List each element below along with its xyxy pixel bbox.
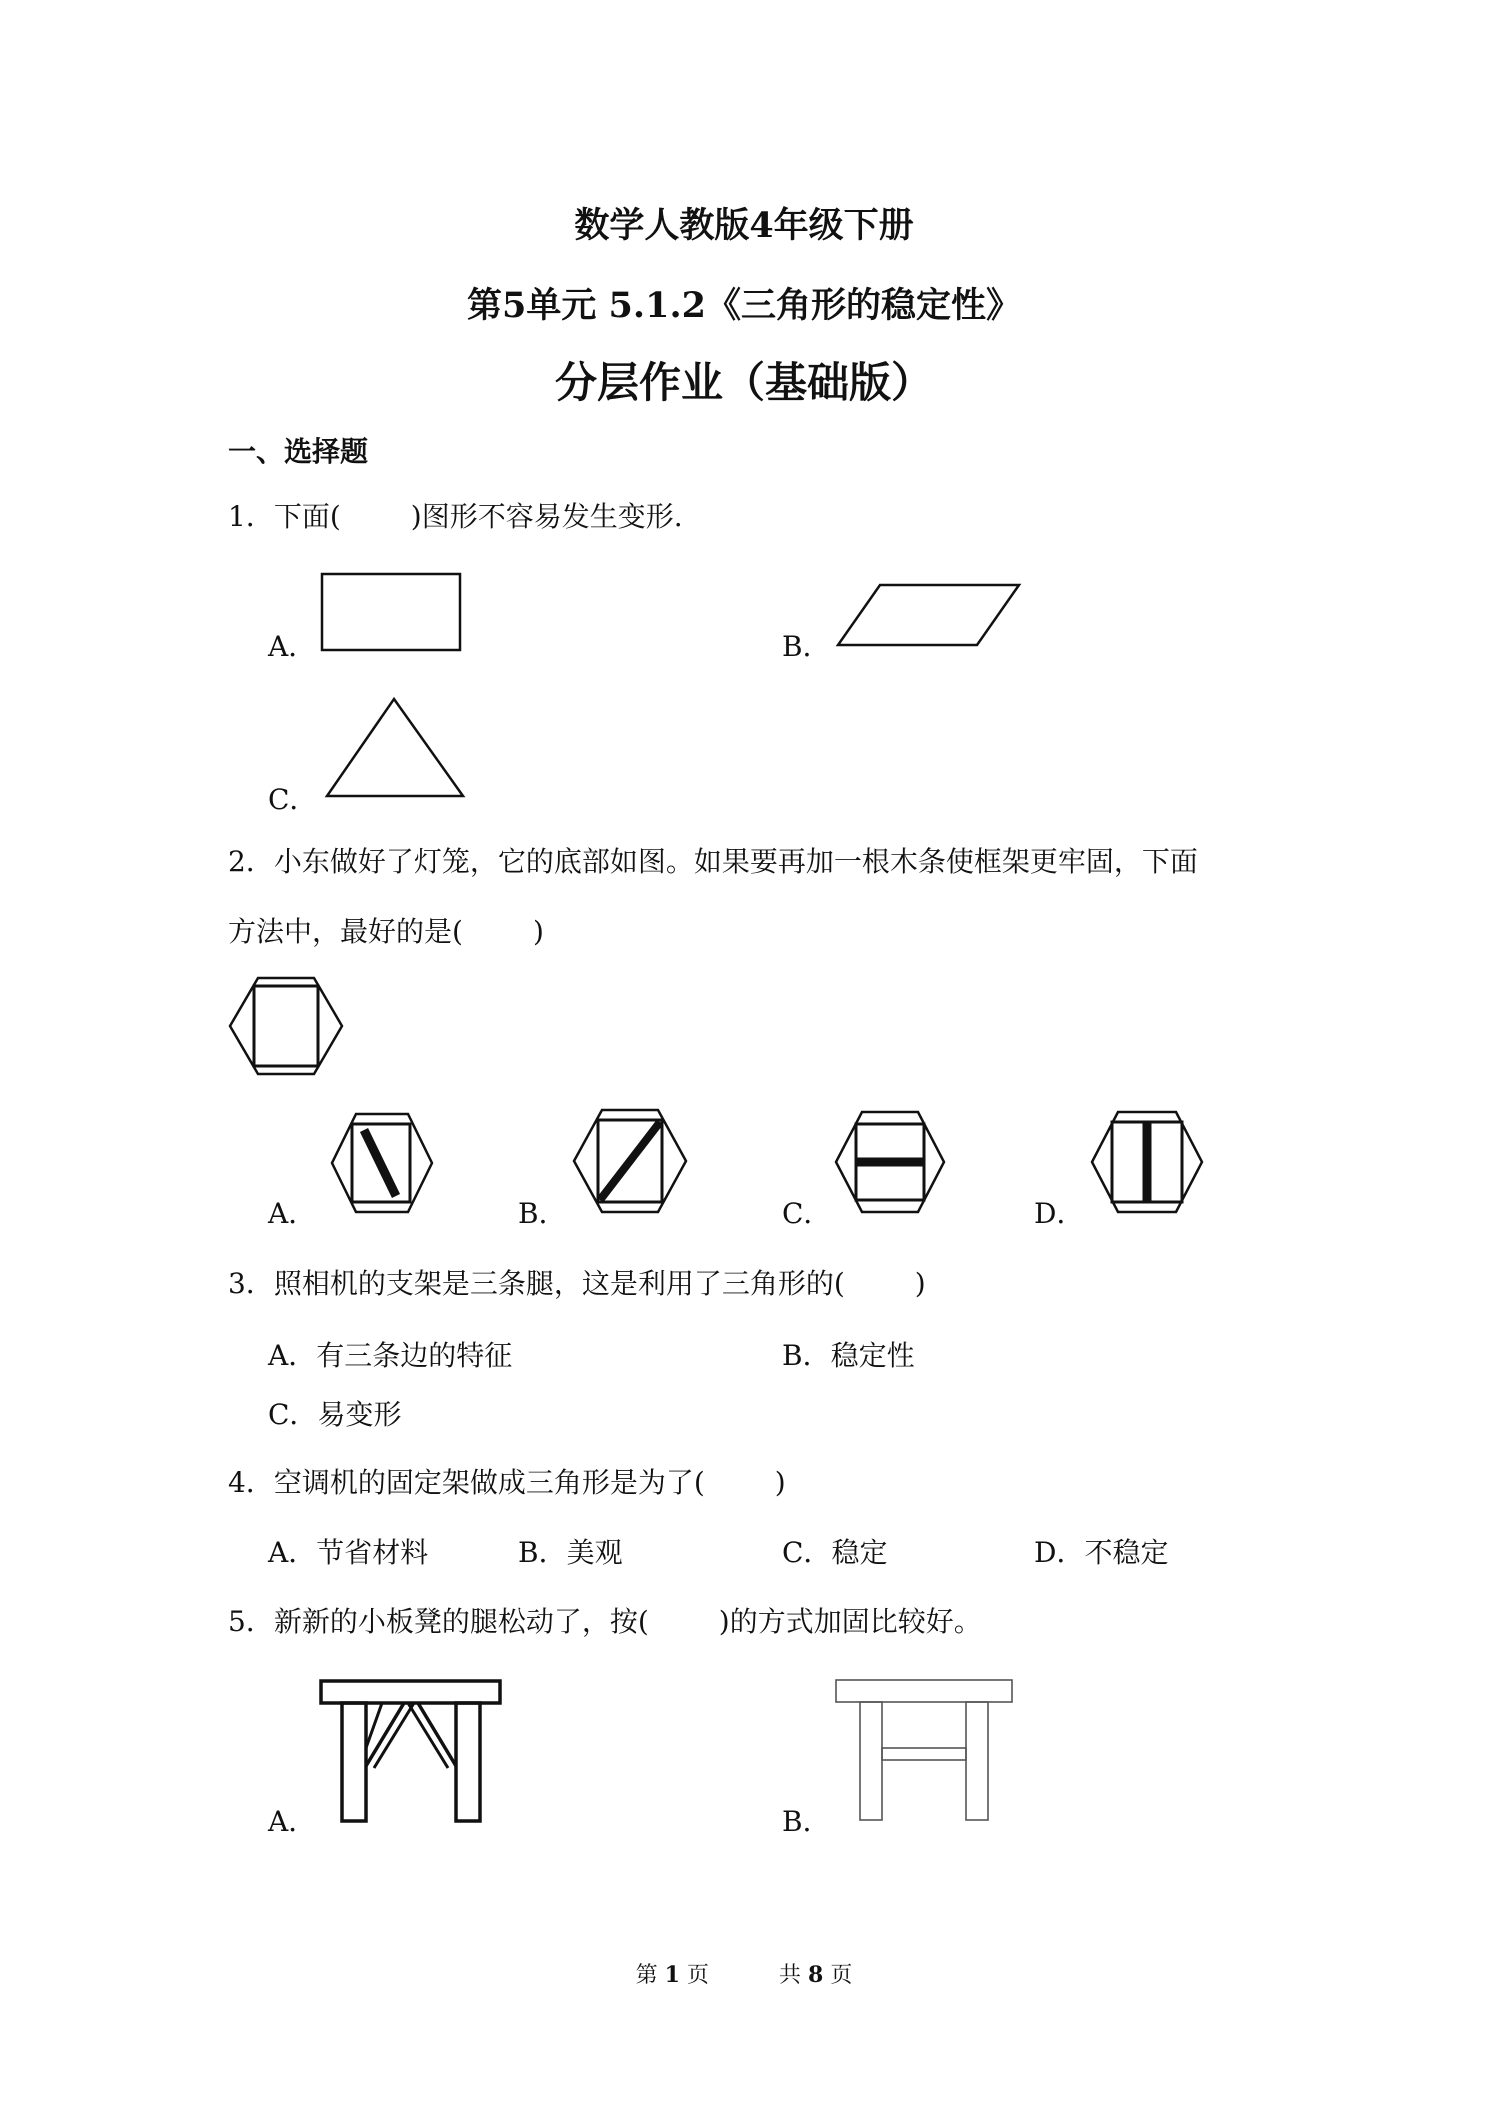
question-text: 下面( bbox=[273, 500, 341, 533]
option-text: 不稳定 bbox=[1084, 1536, 1169, 1569]
question-text: ) bbox=[774, 1466, 786, 1499]
option-text: 美观 bbox=[566, 1536, 623, 1569]
option-text: 易变形 bbox=[317, 1398, 402, 1431]
q4-option-d bbox=[1034, 1531, 1168, 1571]
question-text: )图形不容易发生变形. bbox=[410, 500, 683, 533]
title-unit: 第5单元 5.1.2《三角形的稳定性》 bbox=[467, 285, 1021, 326]
lantern-brace-b-icon bbox=[572, 1108, 688, 1214]
question-number: 1． bbox=[228, 500, 274, 533]
lantern-brace-d-icon bbox=[1090, 1110, 1204, 1214]
q2-option-d-label: D． bbox=[1034, 1197, 1085, 1230]
option-label: B． bbox=[782, 1339, 831, 1372]
question-number: 4． bbox=[228, 1466, 274, 1499]
option-text: 稳定 bbox=[831, 1536, 888, 1569]
option-label: C． bbox=[782, 1536, 832, 1569]
question-2-line2 bbox=[228, 910, 544, 950]
q1-option-c-label: C． bbox=[268, 783, 318, 816]
q2-option-c-label: C． bbox=[782, 1197, 832, 1230]
question-text: 新新的小板凳的腿松动了，按( bbox=[273, 1605, 649, 1638]
option-label: A． bbox=[268, 1536, 317, 1569]
question-2 bbox=[228, 840, 1198, 880]
q1-option-b-label: B． bbox=[782, 630, 831, 663]
option-label: A． bbox=[268, 1339, 317, 1372]
q5-option-a-label: A． bbox=[268, 1805, 317, 1838]
stool-triangle-brace-icon bbox=[318, 1678, 504, 1826]
question-text: ) bbox=[914, 1267, 926, 1300]
question-text: ) bbox=[532, 915, 544, 948]
question-number: 5． bbox=[228, 1605, 274, 1638]
question-1 bbox=[228, 495, 683, 535]
q4-option-a bbox=[268, 1531, 428, 1571]
option-text: 稳定性 bbox=[830, 1339, 915, 1372]
question-text: 方法中，最好的是( bbox=[228, 915, 463, 948]
stool-horizontal-brace-icon bbox=[834, 1678, 1016, 1826]
q3-option-c bbox=[268, 1393, 401, 1433]
q3-option-a bbox=[268, 1334, 512, 1374]
option-text: 节省材料 bbox=[316, 1536, 429, 1569]
q2-option-a-label: A． bbox=[268, 1197, 317, 1230]
footer-page-prefix: 第 bbox=[635, 1963, 658, 1988]
title-grade: 数学人教版4年级下册 bbox=[574, 205, 914, 246]
question-text: 照相机的支架是三条腿，这是利用了三角形的( bbox=[273, 1267, 845, 1300]
question-number: 3． bbox=[228, 1267, 274, 1300]
option-label: B． bbox=[518, 1536, 567, 1569]
option-text: 有三条边的特征 bbox=[316, 1339, 513, 1372]
question-text: )的方式加固比较好。 bbox=[718, 1605, 982, 1638]
option-label: C． bbox=[268, 1398, 318, 1431]
section-heading: 一、选择题 bbox=[228, 435, 369, 468]
q5-option-b-label: B． bbox=[782, 1805, 831, 1838]
footer-total-number: 8 bbox=[808, 1962, 824, 1988]
lantern-brace-c-icon bbox=[834, 1110, 946, 1214]
lantern-brace-a-icon bbox=[330, 1112, 434, 1214]
footer-total-prefix: 共 bbox=[779, 1963, 802, 1988]
question-4 bbox=[228, 1461, 786, 1501]
question-3 bbox=[228, 1262, 926, 1302]
footer-total-suffix: 页 bbox=[830, 1963, 853, 1988]
footer-page-suffix: 页 bbox=[686, 1963, 709, 1988]
question-text: 小东做好了灯笼，它的底部如图。如果要再加一根木条使框架更牢固，下面 bbox=[273, 845, 1198, 878]
question-text: 空调机的固定架做成三角形是为了( bbox=[273, 1466, 705, 1499]
title-worksheet: 分层作业（基础版） bbox=[554, 358, 933, 407]
triangle-icon bbox=[324, 696, 466, 800]
q4-option-c bbox=[782, 1531, 887, 1571]
parallelogram-icon bbox=[836, 582, 1022, 648]
lantern-base-icon bbox=[228, 976, 344, 1076]
q3-option-b bbox=[782, 1334, 915, 1374]
q2-option-b-label: B． bbox=[518, 1197, 567, 1230]
q1-option-a-label: A． bbox=[268, 630, 317, 663]
option-label: D． bbox=[1034, 1536, 1085, 1569]
page-footer bbox=[0, 1958, 1488, 1989]
question-5 bbox=[228, 1600, 982, 1640]
rectangle-icon bbox=[320, 572, 464, 654]
footer-page-number: 1 bbox=[664, 1962, 680, 1988]
question-number: 2． bbox=[228, 845, 274, 878]
q4-option-b bbox=[518, 1531, 623, 1571]
